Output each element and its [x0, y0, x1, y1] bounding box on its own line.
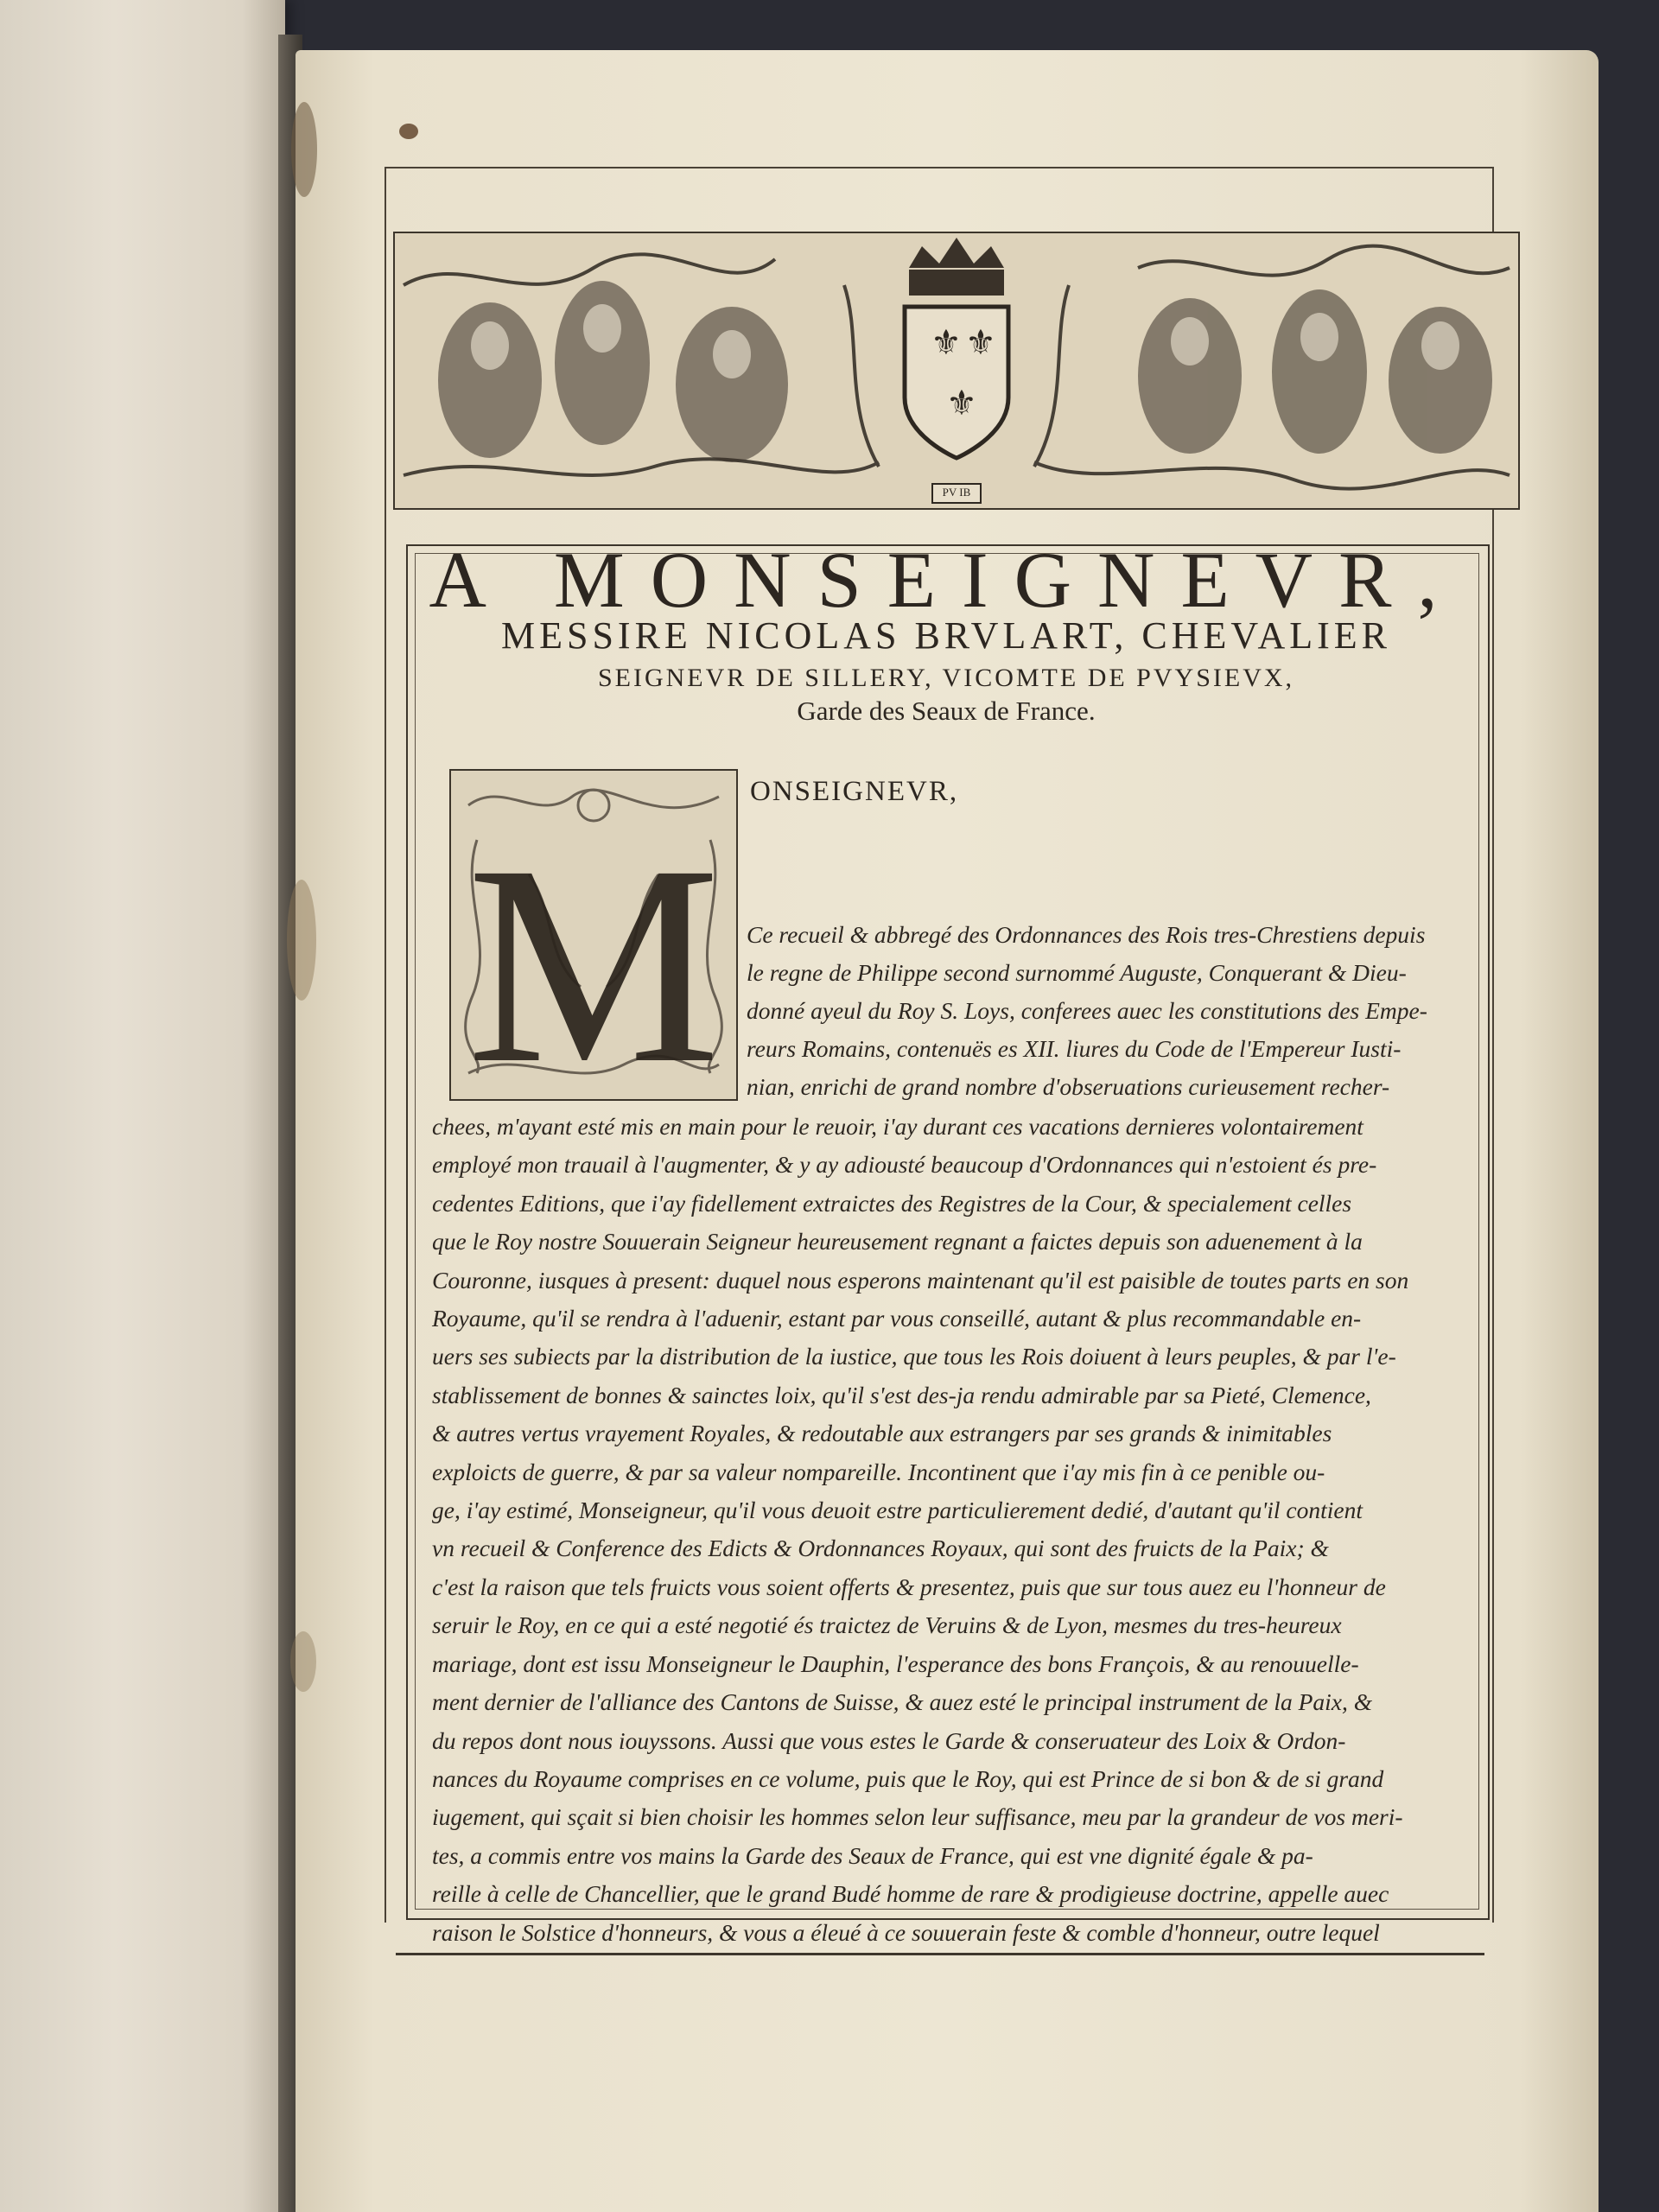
text-line: uers ses subiects par la distribution de la iustice, que tous les Rois doiuent à leurs peuples, & par l'e-: [432, 1343, 1396, 1370]
engraver-mark: PV IB: [942, 486, 971, 499]
page-stain: [290, 1631, 316, 1692]
text-line: iugement, qui sçait si bien choisir les hommes selon leur suffisance, meu par la grandeur de vos meri-: [432, 1803, 1403, 1831]
text-line: reurs Romains, contenuës es XII. liures du Code de l'Empereur Iusti-: [747, 1035, 1402, 1062]
dedicatee-name: MESSIRE NICOLAS BRVLART, CHEVALIER: [500, 614, 1392, 657]
initial-ornament: [451, 771, 736, 1099]
svg-text:⚜: ⚜: [965, 323, 996, 363]
text-line: reille à celle de Chancellier, que le grand Budé homme de rare & prodigieuse doctrine, appelle auec: [432, 1880, 1389, 1908]
text-line: cedentes Editions, que i'ay fidellement extraictes des Registres de la Cour, & specialement celles: [432, 1189, 1352, 1217]
svg-text:⚜: ⚜: [931, 323, 962, 363]
text-line: que le Roy nostre Souuerain Seigneur heureusement regnant a faictes depuis son aduenement à la: [432, 1228, 1363, 1255]
salutation: ONSEIGNEVR,: [750, 776, 959, 807]
decorated-initial: [449, 769, 738, 1101]
frieze-engraving: [395, 233, 1518, 508]
left-blank-leaf: [0, 0, 285, 2212]
text-line: nian, enrichi de grand nombre d'obseruations curieusement recher-: [747, 1073, 1390, 1100]
text-line: Royaume, qu'il se rendra à l'aduenir, estant par vous conseillé, autant & plus recommandable en-: [432, 1305, 1362, 1332]
text-line: ment dernier de l'alliance des Cantons de Suisse, & auez esté le principal instrument de la Paix, &: [432, 1688, 1373, 1716]
text-line: nances du Royaume comprises en ce volume, puis que le Roy, qui est Prince de si bon & de si grand: [432, 1764, 1384, 1792]
dedication-body: [432, 1108, 1473, 1952]
text-line: Ce recueil & abbregé des Ordonnances des Rois tres-Chrestiens depuis: [747, 921, 1426, 948]
dedicatee-office: Garde des Seaux de France.: [797, 696, 1096, 726]
text-line: seruir le Roy, en ce qui a esté negotié és traictez de Veruins & de Lyon, mesmes du tres-heureux: [432, 1611, 1342, 1639]
text-line: c'est la raison que tels fruicts vous soient offerts & presentez, puis que sur tous auez eu l'honneur de: [432, 1573, 1386, 1600]
svg-text:M: M: [467, 807, 721, 1099]
text-line: mariage, dont est issu Monseigneur le Dauphin, l'esperance des bons François, & au renouuelle-: [432, 1649, 1359, 1677]
dedication-heading: A MONSEIGNEVR,: [429, 536, 1464, 624]
text-line: donné ayeul du Roy S. Loys, conferees auec les constitutions des Empe-: [747, 997, 1427, 1024]
text-line: vn recueil & Conference des Edicts & Ordonnances Royaux, qui sont des fruicts de la Paix; &: [432, 1535, 1329, 1562]
page-stain: [291, 102, 317, 197]
page-stain: [287, 880, 316, 1001]
text-line: employé mon trauail à l'augmenter, & y ay adiousté beaucoup d'Ordonnances qui n'estoient és pre-: [432, 1151, 1377, 1179]
text-line: exploicts de guerre, & par sa valeur nompareille. Incontinent que i'ay mis fin à ce penible ou-: [432, 1458, 1325, 1485]
bottom-rule: [396, 1953, 1484, 1955]
dedicatee-titles: SEIGNEVR DE SILLERY, VICOMTE DE PVYSIEVX,: [597, 664, 1295, 692]
text-line: Couronne, iusques à present: duquel nous esperons maintenant qu'il est paisible de toutes parts en son: [432, 1266, 1409, 1294]
text-line: & autres vertus vrayement Royales, & redoutable aux estrangers par ses grands & inimitables: [432, 1420, 1332, 1447]
text-line: du repos dont nous iouyssons. Aussi que vous estes le Garde & conseruateur des Loix & Ordon-: [432, 1726, 1346, 1754]
text-line: le regne de Philippe second surnommé Auguste, Conquerant & Dieu-: [747, 959, 1407, 986]
page-stain: [399, 124, 418, 139]
text-line: chees, m'ayant esté mis en main pour le reuoir, i'ay durant ces vacations dernieres volontairement: [432, 1113, 1363, 1140]
text-line: stablissement de bonnes & sainctes loix, qu'il s'est des-ja rendu admirable par sa Pieté, Clemence,: [432, 1381, 1371, 1408]
text-line: raison le Solstice d'honneurs, & vous a éleué à ce souuerain feste & comble d'honneur, outre lequel: [432, 1918, 1380, 1946]
engraved-frieze: [393, 232, 1520, 510]
opening-lines: [747, 916, 1472, 1106]
text-line: ge, i'ay estimé, Monseigneur, qu'il vous deuoit estre particulierement dedié, d'autant qu'il contient: [432, 1497, 1363, 1524]
svg-text:⚜: ⚜: [946, 384, 977, 423]
text-line: tes, a commis entre vos mains la Garde des Seaux de France, qui est vne dignité égale & pa-: [432, 1841, 1313, 1869]
